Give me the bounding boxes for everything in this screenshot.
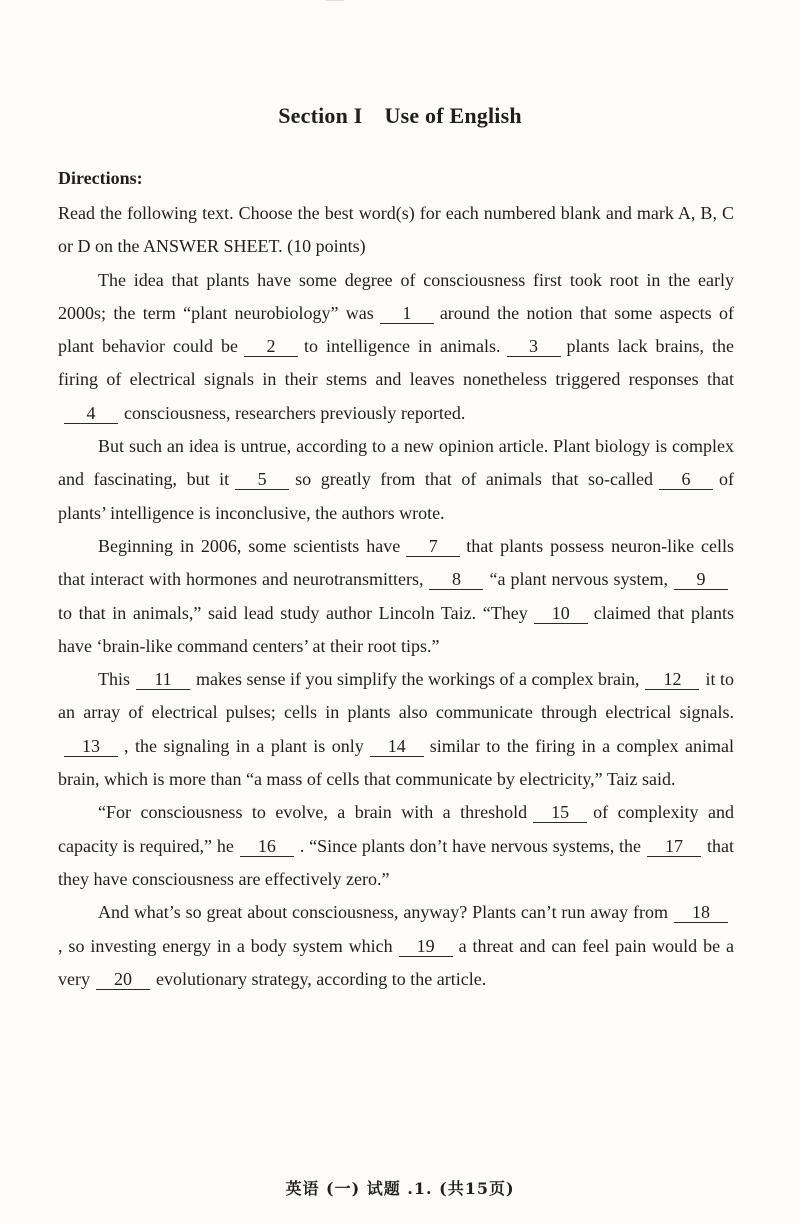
blank-6: 6 (659, 469, 713, 490)
passage-text: The idea that plants have some degree of consciousness first took root in the early 2000s; the term “plant neurobiology” was (58, 269, 734, 323)
blank-17: 17 (647, 836, 701, 857)
passage-text: evolutionary strategy, according to the article. (155, 968, 487, 989)
passage-paragraph-3 (58, 530, 734, 663)
passage-text: similar to the firing in a complex animal brain, which is more than “a mass of cells that communicate by electricity,” Taiz said. (58, 735, 734, 790)
blank-2: 2 (244, 336, 298, 357)
passage-text: of plants’ intelligence is inconclusive, the authors wrote. (58, 469, 734, 523)
directions-heading: Directions: (58, 168, 143, 188)
document-body (58, 197, 734, 996)
blank-19: 19 (399, 936, 453, 957)
section-title (0, 103, 800, 129)
passage-text: so greatly from that of animals that so-called (295, 469, 653, 490)
blank-10: 10 (534, 603, 588, 624)
passage-text: consciousness, researchers previously reported. (124, 402, 466, 423)
passage-text: it to an array of electrical pulses; cells in plants also communicate through electrical signals. (58, 669, 734, 723)
passage-text: , so investing energy in a body system which (58, 935, 393, 956)
blank-12: 12 (645, 669, 699, 690)
passage-text: , the signaling in a plant is only (124, 735, 364, 756)
blank-9: 9 (674, 569, 728, 590)
blank-20: 20 (96, 969, 150, 990)
page-footer: 英语 (一) 试题 .1. (共15页) (285, 1179, 515, 1198)
passage-text: . “Since plants don’t have nervous systems, the (299, 835, 641, 856)
passage-text: “a plant nervous system, (489, 569, 668, 590)
blank-7: 7 (406, 536, 460, 557)
passage-paragraph-1 (58, 264, 734, 430)
blank-5: 5 (235, 469, 289, 490)
blank-13: 13 (64, 736, 118, 757)
blank-15: 15 (533, 802, 587, 823)
passage-text: to that in animals,” said lead study author Lincoln Taiz. “They (58, 602, 528, 623)
passage-text: And what’s so great about consciousness, anyway? Plants can’t run away from (98, 902, 668, 923)
passage-paragraph-4 (58, 663, 734, 796)
blank-18: 18 (674, 902, 728, 923)
blank-1: 1 (380, 303, 434, 324)
passage-text: around the notion that some aspects of plant behavior could be (58, 302, 734, 357)
passage-text: Beginning in 2006, some scientists have (98, 535, 401, 556)
directions-text: Read the following text. Choose the best word(s) for each numbered blank and mark A, B, C or D on the ANSWER SHEET. (10 points) (58, 203, 734, 257)
blank-14: 14 (370, 736, 424, 757)
passage-text: a threat and can feel pain would be a very (58, 935, 734, 989)
passage-paragraph-2 (58, 430, 734, 530)
blank-16: 16 (240, 836, 294, 857)
passage-paragraph-6 (58, 896, 734, 996)
blank-3: 3 (507, 336, 561, 357)
blank-4: 4 (64, 403, 118, 424)
passage-text: of complexity and capacity is required,” he (58, 802, 734, 856)
passage-text: that plants possess neuron-like cells that interact with hormones and neurotransmitters, (58, 535, 734, 590)
section-number: I (353, 103, 363, 128)
passage-text: makes sense if you simplify the workings of a complex brain, (196, 669, 640, 690)
passage-text: to intelligence in animals. (304, 336, 501, 357)
passage-text: claimed that plants have ‘brain-like command centers’ at their root tips.” (58, 602, 734, 656)
passage-text: “For consciousness to evolve, a brain with a threshold (98, 802, 528, 823)
passage-text: that they have consciousness are effectively zero.” (58, 835, 734, 889)
passage-text: plants lack brains, the firing of electrical signals in their stems and leaves nonetheless triggered responses that (58, 336, 734, 390)
faded-header-mark: ▔▔▔ (325, 0, 345, 9)
passage-text: This (98, 669, 131, 690)
passage-text: But such an idea is untrue, according to a new opinion article. Plant biology is complex and fascinating, but it (58, 436, 734, 490)
blank-11: 11 (136, 669, 190, 690)
section-label: Section (278, 103, 349, 128)
section-name: Use of English (384, 103, 522, 128)
blank-8: 8 (429, 569, 483, 590)
passage-paragraph-5 (58, 796, 734, 896)
